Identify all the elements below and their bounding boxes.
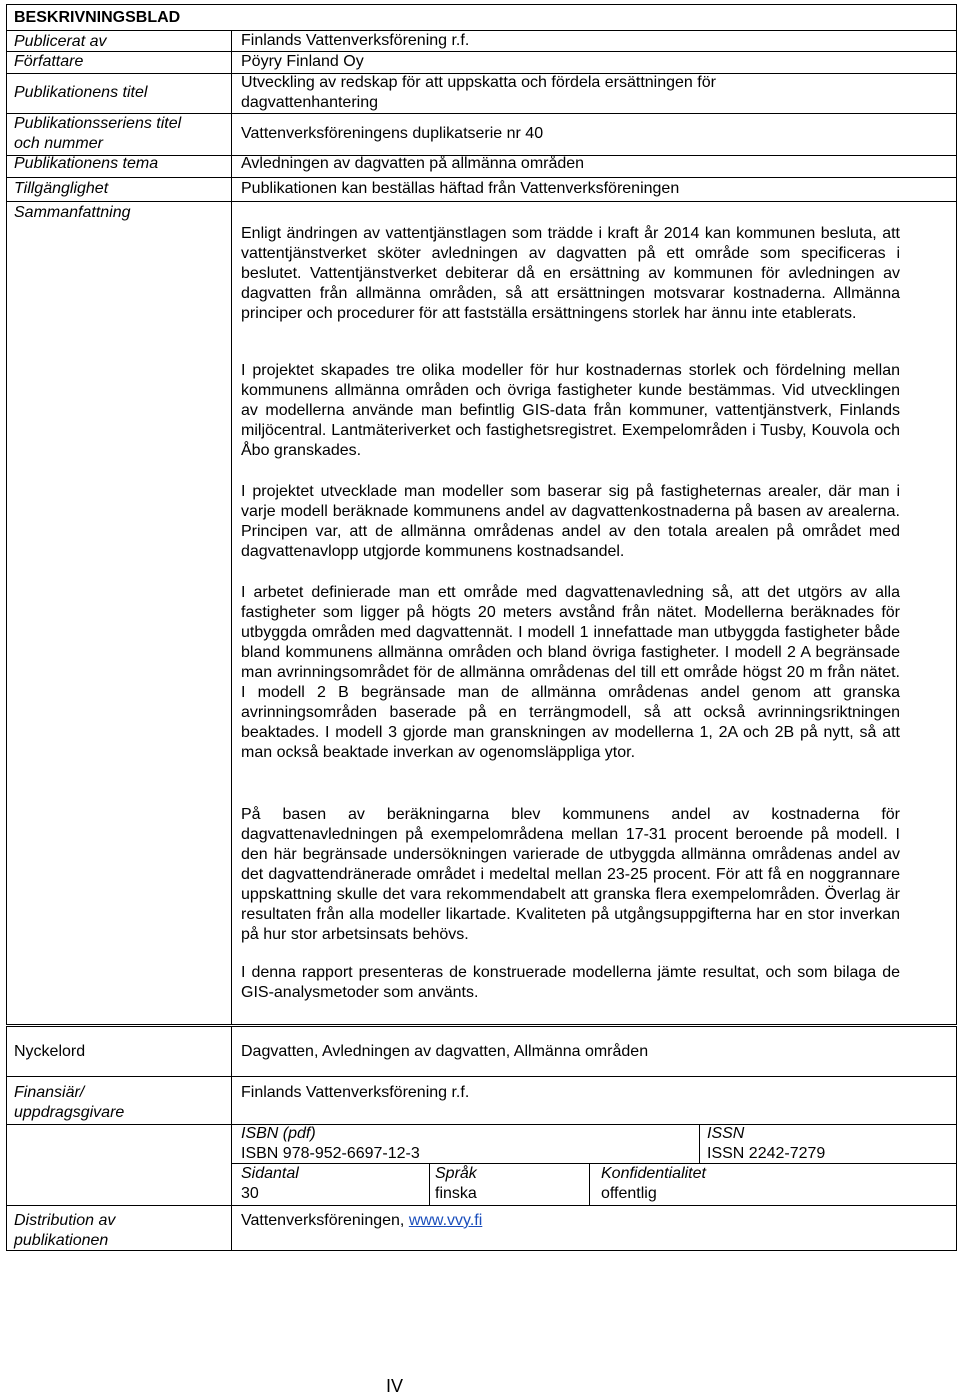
label-distribution-line-2: publikationen [14,1232,109,1249]
value-title-line-1: Utveckling av redskap för att uppskatta och fördela ersättningen för [241,74,716,91]
label-theme: Publikationens tema [14,155,159,172]
value-publisher: Finlands Vattenverksförening r.f. [241,32,470,49]
label-distribution-line-1: Distribution av [14,1212,116,1229]
value-language: finska [435,1185,477,1202]
row-divider [7,1076,956,1077]
value-title-line-2: dagvattenhantering [241,94,378,111]
label-title: Publikationens titel [14,84,148,101]
column-divider [429,1163,430,1205]
label-financier-line-2: uppdragsgivare [14,1104,125,1121]
column-divider [589,1163,590,1205]
value-keywords: Dagvatten, Avledningen av dagvatten, Allmänna områden [241,1043,649,1060]
value-series: Vattenverksföreningens duplikatserie nr 40 [241,125,544,142]
column-divider [699,1124,700,1163]
value-confidentiality: offentlig [601,1185,657,1202]
value-pages: 30 [241,1185,259,1202]
summary-paragraph-2: I projektet skapades tre olika modeller för hur kostnadernas storlek och fördelning mellan kommunens allmänna områden och övriga fastigheter kunde bestämmas. Vid utvecklingen av modellerna använde man befintlig GIS-data från kommuner, vattentjänstverk, Finlands miljöcentral. Lantmäteriverket och fastighetsregistret. Exempelområden i Tusby, Kouvola och Åbo granskades. [241,362,900,459]
value-theme: Avledningen av dagvatten på allmänna områden [241,155,585,172]
row-divider [7,177,956,178]
label-financier-line-1: Finansiär/ [14,1084,85,1101]
value-issn: ISSN 2242-7279 [707,1145,826,1162]
summary-paragraph-6: I denna rapport presenteras de konstruerade modellerna jämte resultat, och som bilaga de GIS-analysmetoder som använts. [241,964,900,1001]
column-divider [231,30,232,1024]
sheet-heading: BESKRIVNINGSBLAD [14,9,181,26]
row-divider [7,30,956,31]
summary-paragraph-5: På basen av beräkningarna blev kommunens andel av kostnaderna för dagvattenavledningen på exempelområdena mellan 17-31 procent beroende på modell. I den här begränsade undersökningen varierade de utbyggda allmänna områdenas andel av det dagvattendränerade området i medeltal mellan 23-25 procent. För att få en noggrannare uppskattning skulle det vara rekommendabelt att granska flera exempelområden. Överlag är resultaten från alla modeller likartade. Kvaliteten på utgångsuppgifterna har en stor inverkan på hur stor arbetsinsats behövs. [241,806,900,943]
row-divider [7,51,956,52]
label-publisher: Publicerat av [14,33,107,50]
value-availability: Publikationen kan beställas häftad från Vattenverksföreningen [241,180,680,197]
label-pages: Sidantal [241,1165,299,1182]
value-distribution [241,1211,482,1231]
page-number: IV [386,1376,404,1396]
row-divider [7,1124,956,1125]
value-isbn: ISBN 978-952-6697-12-3 [241,1145,420,1162]
label-summary: Sammanfattning [14,204,131,221]
summary-paragraph-3: I projektet utvecklade man modeller som baserar sig på fastigheternas arealer, där man i varje modell beräknade kommunens andel av dagvattenkostnaderna på basen av arealerna. Principen var, att de allmänna områdenas andel av den totala arealen på området med dagvattenavlopp utgjorde kommunens kostnadsandel. [241,483,900,560]
summary-paragraph-1: Enligt ändringen av vattentjänstlagen som trädde i kraft år 2014 kan kommunen besluta, att vattentjänstverket sköter avledningen av dagvatten på ett område som specificeras i beslutet. Vattentjänstverket debiterar då en ersättning av kommunen för avledningen av dagvatten från allmänna områden, så att ersättningen motsvarar kostnaderna. Allmänna principer och procedurer för att fastställa ersättningens storlek har ännu inte etablerats. [241,225,900,322]
publication-info-table [6,1026,957,1251]
label-availability: Tillgänglighet [14,180,109,197]
label-keywords: Nyckelord [14,1043,86,1060]
value-author: Pöyry Finland Oy [241,53,364,70]
label-series-line-1: Publikationsseriens titel [14,115,182,132]
label-confidentiality: Konfidentialitet [601,1165,706,1182]
summary-paragraph-4: I arbetet definierade man ett område med dagvattenavledning så, att det utgörs av alla fastigheter som ligger på högts 20 meters avstånd från nätet. Modellerna beräknades för utbyggda områden med dagvattennät. I modell 1 innefattade man utbyggda fastigheter både bland kommunens allmänna områden och bland övriga fastigheter. I modell 2 A begränsade man avrinningsområdet för de allmänna områdenas del till ett område högst 20 m från nätet. I modell 2 B begränsade man de allmänna områdenas andel genom att granska avrinningsområden baserade på en terrängmodell, så att också avrinningsriktningen beaktades. I modell 3 gjorde man granskningen av modellerna 1, 2A och 2B på nytt, så att man också beaktade inverkan av ogenomsläppliga ytor. [241,584,900,761]
row-divider [7,1205,956,1206]
value-financier: Finlands Vattenverksförening r.f. [241,1084,470,1101]
label-author: Författare [14,53,84,70]
label-language: Språk [435,1165,477,1182]
distribution-text: Vattenverksföreningen, [241,1212,409,1229]
column-divider [231,1027,232,1250]
row-divider [7,201,956,202]
label-issn: ISSN [707,1125,745,1142]
label-series-line-2: och nummer [14,135,103,152]
label-isbn: ISBN (pdf) [241,1125,316,1142]
metadata-table [6,4,957,1025]
distribution-link[interactable]: www.vvy.fi [408,1212,483,1229]
